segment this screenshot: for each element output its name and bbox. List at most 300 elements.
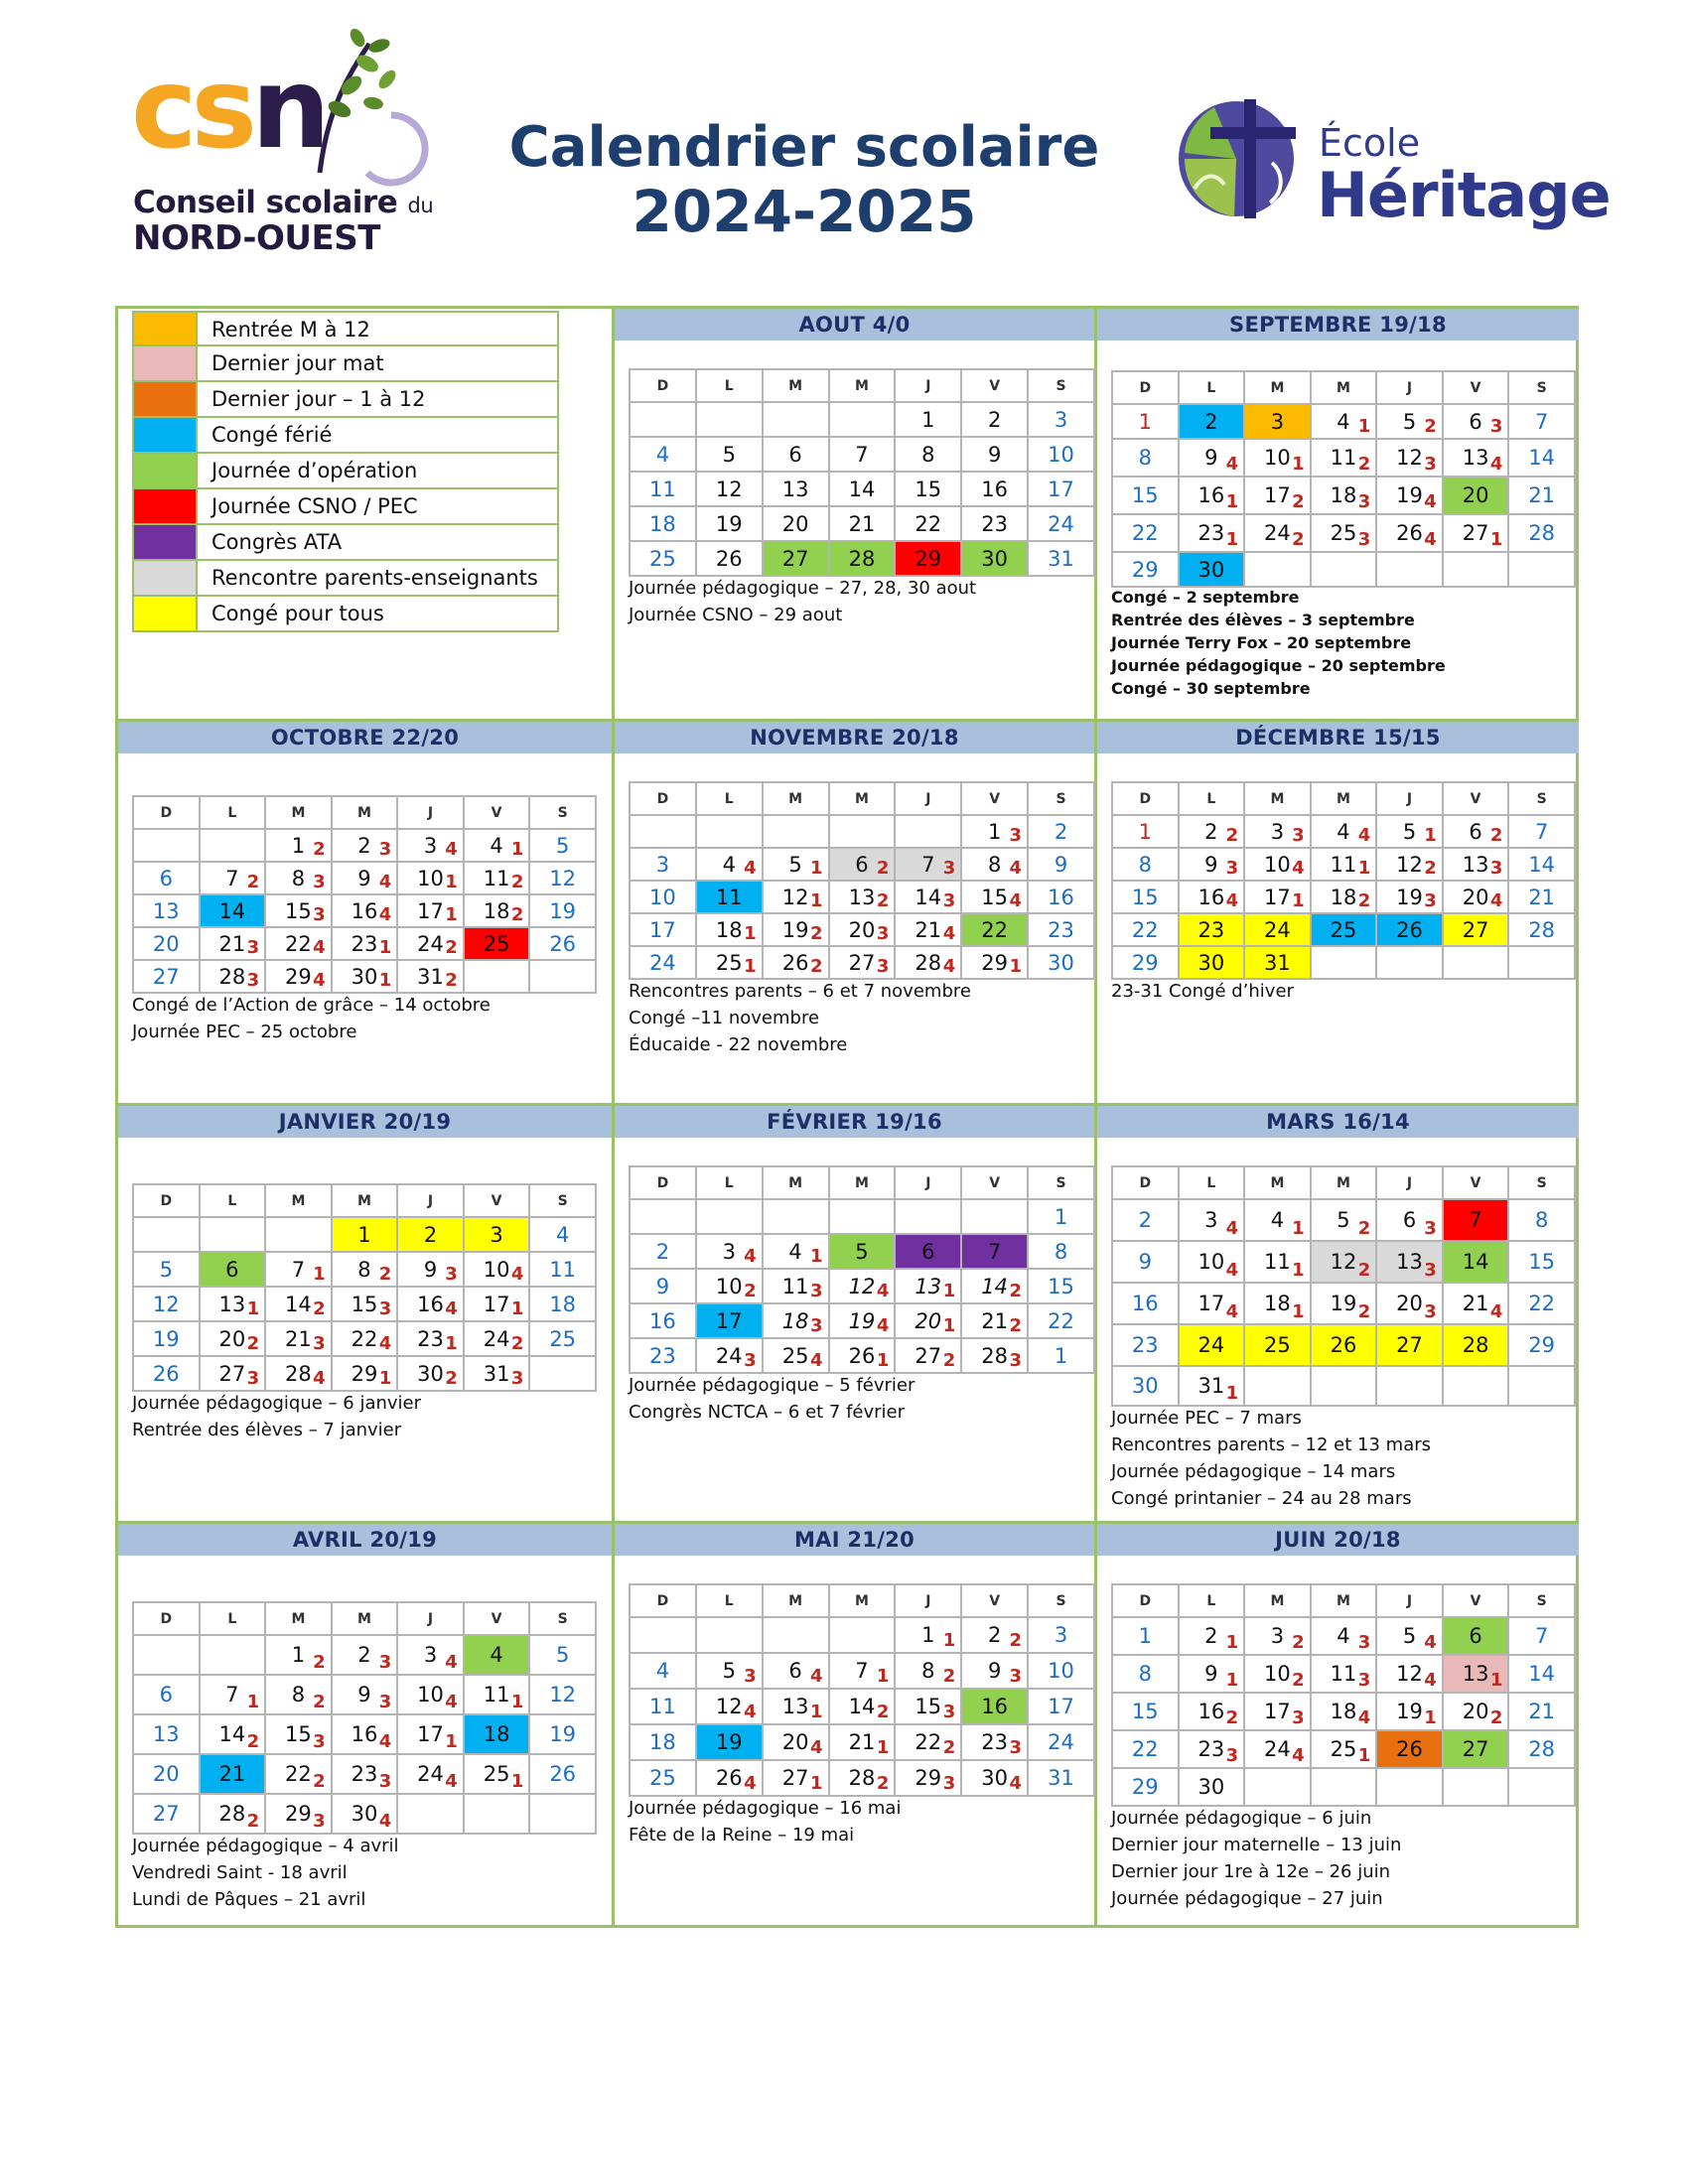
rotation-day: 1 <box>942 1281 956 1301</box>
day-number: 8 <box>921 442 935 467</box>
note-line: Journée PEC – 7 mars <box>1111 1408 1302 1429</box>
day-cell <box>763 1689 829 1724</box>
day-number: 10 <box>649 885 676 909</box>
rotation-day: 3 <box>744 1666 757 1687</box>
day-cell <box>829 541 896 576</box>
day-cell <box>133 1321 200 1356</box>
day-number: 2 <box>655 1239 670 1264</box>
legend-swatch <box>134 382 198 416</box>
day-cell <box>1443 1655 1509 1693</box>
rotation-day: 1 <box>1424 825 1437 846</box>
rotation-day: 2 <box>1292 1632 1305 1653</box>
note-line: Congé – 2 septembre <box>1111 588 1300 607</box>
day-number: 20 <box>152 1762 180 1786</box>
day-number: 8 <box>921 1659 935 1683</box>
week-row <box>630 472 1094 506</box>
day-number: 3 <box>1270 1624 1285 1648</box>
day-number: 10 <box>417 866 444 890</box>
day-number: 24 <box>417 931 444 956</box>
month-calendar <box>629 781 1095 980</box>
day-number: 3 <box>423 1643 438 1667</box>
day-cell <box>1376 1324 1443 1366</box>
day-number: 7 <box>225 866 239 890</box>
day-cell <box>1376 881 1443 913</box>
note-line: Congé –11 novembre <box>629 1008 820 1028</box>
day-cell <box>961 1338 1028 1373</box>
rotation-day: 2 <box>1009 1281 1023 1301</box>
note-line: Rencontres parents – 6 et 7 novembre <box>629 981 971 1002</box>
day-cell <box>1508 1655 1575 1693</box>
day-number: 13 <box>218 1292 246 1316</box>
day-cell <box>1244 1655 1311 1693</box>
rotation-day: 4 <box>744 1702 757 1722</box>
day-number: 22 <box>1131 1737 1159 1761</box>
day-number: 7 <box>291 1257 306 1282</box>
day-number: 19 <box>715 511 743 536</box>
day-cell <box>1311 1241 1377 1283</box>
legend-label: Rentrée M à 12 <box>211 318 370 341</box>
weekday-label: M <box>265 1184 332 1217</box>
day-cell <box>1443 1283 1509 1324</box>
rotation-day: 2 <box>744 1281 757 1301</box>
day-cell <box>1028 1199 1094 1234</box>
day-cell <box>200 1287 266 1321</box>
day-cell <box>332 1714 398 1754</box>
empty-day-cell <box>1443 946 1509 979</box>
day-number: 15 <box>1131 483 1159 507</box>
day-cell <box>630 472 696 506</box>
day-cell <box>1179 552 1245 587</box>
ecole-label: École <box>1319 121 1421 165</box>
day-cell <box>961 815 1028 848</box>
rotation-day: 2 <box>1357 454 1371 475</box>
day-number: 22 <box>1048 1308 1074 1333</box>
csno-name-line2: NORD-OUEST <box>133 218 380 258</box>
week-row <box>1112 1366 1575 1406</box>
day-cell <box>265 829 332 862</box>
day-cell <box>133 862 200 894</box>
day-cell <box>630 506 696 541</box>
day-cell <box>895 1760 961 1796</box>
rotation-day: 3 <box>1357 1670 1371 1691</box>
month-notes <box>132 1833 399 1913</box>
empty-day-cell <box>829 402 896 437</box>
weekday-label: L <box>696 1584 763 1617</box>
day-number: 7 <box>855 442 869 467</box>
rotation-day: 2 <box>313 1692 326 1712</box>
day-cell <box>200 1754 266 1794</box>
empty-day-cell <box>1443 1366 1509 1406</box>
day-number: 29 <box>351 1361 378 1386</box>
empty-day-cell <box>829 1199 896 1234</box>
day-number: 26 <box>715 546 743 571</box>
weekday-label: M <box>1311 371 1377 404</box>
day-number: 1 <box>291 1643 306 1667</box>
day-number: 1 <box>1138 1624 1152 1648</box>
day-cell <box>763 1760 829 1796</box>
weekday-label: M <box>829 1166 896 1199</box>
day-cell <box>1244 1617 1311 1655</box>
month-notes <box>1111 586 1446 700</box>
legend-swatch <box>134 597 198 630</box>
week-row <box>133 1754 596 1794</box>
week-row <box>630 1724 1094 1760</box>
day-cell <box>265 1287 332 1321</box>
day-number: 1 <box>921 1623 935 1647</box>
day-number: 27 <box>914 1343 942 1368</box>
day-number: 4 <box>655 1659 670 1683</box>
day-cell <box>1179 404 1245 439</box>
weekday-label: V <box>961 1166 1028 1199</box>
day-cell <box>630 1338 696 1373</box>
day-number: 7 <box>225 1683 239 1706</box>
day-cell <box>1028 881 1094 913</box>
day-cell <box>464 1321 530 1356</box>
week-row <box>1112 881 1575 913</box>
day-cell <box>1311 848 1377 881</box>
day-cell <box>200 862 266 894</box>
day-cell <box>763 1303 829 1338</box>
note-line: Journée pédagogique – 6 janvier <box>132 1393 422 1414</box>
day-number: 20 <box>1462 483 1489 507</box>
day-number: 30 <box>1197 557 1225 582</box>
day-cell <box>1028 1269 1094 1303</box>
rotation-day: 4 <box>1225 1301 1239 1322</box>
rotation-day: 2 <box>313 1771 326 1792</box>
day-number: 31 <box>1264 950 1291 975</box>
legend-label: Congé pour tous <box>211 602 384 625</box>
rotation-day: 3 <box>246 1368 260 1389</box>
month-cell <box>118 1106 612 1521</box>
day-number: 6 <box>1469 409 1482 434</box>
day-number: 15 <box>285 898 312 923</box>
empty-day-cell <box>895 1199 961 1234</box>
day-cell <box>630 1760 696 1796</box>
day-cell <box>464 1635 530 1675</box>
empty-day-cell <box>961 1199 1028 1234</box>
day-number: 28 <box>1528 1737 1556 1761</box>
week-row <box>630 402 1094 437</box>
rotation-day: 4 <box>744 1773 757 1794</box>
day-number: 15 <box>1528 1250 1556 1274</box>
day-number: 12 <box>549 866 577 890</box>
day-number: 9 <box>1054 852 1068 877</box>
rotation-day: 2 <box>1489 1707 1503 1728</box>
weekday-label: J <box>1376 1584 1443 1617</box>
day-number: 18 <box>649 1730 676 1754</box>
day-number: 28 <box>1462 1333 1489 1357</box>
day-number: 19 <box>715 1730 743 1754</box>
day-cell <box>1311 881 1377 913</box>
month-notes <box>132 992 491 1045</box>
day-number: 2 <box>423 1222 438 1247</box>
rotation-day: 4 <box>1225 454 1239 475</box>
day-cell <box>895 1617 961 1653</box>
day-number: 20 <box>152 931 180 956</box>
rotation-day: 3 <box>378 1771 392 1792</box>
day-number: 1 <box>987 819 1002 844</box>
day-number: 14 <box>848 1695 876 1718</box>
day-cell <box>961 848 1028 881</box>
day-cell <box>763 1653 829 1689</box>
day-number: 23 <box>1131 1333 1159 1357</box>
day-number: 17 <box>1048 477 1074 501</box>
day-number: 28 <box>981 1343 1008 1368</box>
day-number: 5 <box>1336 1208 1350 1232</box>
weekday-label: L <box>200 1184 266 1217</box>
month-title: AOUT 4/0 <box>615 309 1094 341</box>
day-number: 29 <box>1528 1333 1556 1357</box>
rotation-day: 3 <box>1424 454 1437 475</box>
day-cell <box>961 1689 1028 1724</box>
rotation-day: 1 <box>876 1737 890 1758</box>
day-number: 17 <box>1048 1695 1074 1718</box>
day-number: 1 <box>1054 1204 1068 1229</box>
day-cell <box>1179 477 1245 514</box>
rotation-day: 4 <box>510 1264 524 1285</box>
day-cell <box>1376 1655 1443 1693</box>
month-title: NOVEMBRE 20/18 <box>615 722 1094 753</box>
rotation-day: 3 <box>246 937 260 958</box>
day-number: 17 <box>483 1292 510 1316</box>
day-number: 21 <box>1528 483 1556 507</box>
day-cell <box>397 1675 464 1714</box>
week-row <box>1112 1693 1575 1730</box>
day-cell <box>1112 1617 1179 1655</box>
day-cell <box>1443 404 1509 439</box>
day-cell <box>763 1338 829 1373</box>
day-cell <box>1112 1324 1179 1366</box>
day-number: 5 <box>556 1643 570 1667</box>
weekday-label: M <box>763 369 829 402</box>
day-number: 20 <box>848 917 876 942</box>
rotation-day: 4 <box>445 1298 458 1319</box>
weekday-label: S <box>529 1602 596 1635</box>
day-cell <box>1508 1617 1575 1655</box>
day-number: 30 <box>981 1766 1008 1790</box>
rotation-day: 1 <box>942 1630 956 1651</box>
day-cell <box>1508 1730 1575 1768</box>
day-number: 25 <box>549 1326 577 1351</box>
month-notes <box>132 1390 421 1443</box>
rotation-day: 3 <box>1357 529 1371 550</box>
day-cell <box>696 472 763 506</box>
weekday-label: S <box>1508 1166 1575 1199</box>
day-cell <box>829 946 896 979</box>
day-cell <box>1028 472 1094 506</box>
day-number: 18 <box>1330 483 1357 507</box>
rotation-day: 4 <box>378 1731 392 1752</box>
day-cell <box>1179 1241 1245 1283</box>
rotation-day: 1 <box>378 1368 392 1389</box>
day-number: 19 <box>1396 885 1423 909</box>
day-cell <box>464 1714 530 1754</box>
weekday-label: S <box>1508 1584 1575 1617</box>
day-cell <box>1179 913 1245 946</box>
week-row <box>1112 1617 1575 1655</box>
rotation-day: 1 <box>810 1246 823 1267</box>
legend-swatch <box>134 561 198 595</box>
rotation-day: 4 <box>1357 825 1371 846</box>
day-cell <box>763 541 829 576</box>
day-number: 11 <box>1330 852 1357 877</box>
weekday-label: M <box>1244 1166 1311 1199</box>
rotation-day: 4 <box>1225 1218 1239 1239</box>
rotation-day: 1 <box>1292 890 1305 911</box>
day-number: 24 <box>417 1762 444 1786</box>
legend-label: Rencontre parents-enseignants <box>211 566 538 590</box>
day-number: 11 <box>715 885 743 909</box>
day-cell <box>895 541 961 576</box>
day-cell <box>895 506 961 541</box>
day-cell <box>1376 439 1443 477</box>
rotation-day: 4 <box>378 904 392 925</box>
day-cell <box>265 1675 332 1714</box>
day-number: 12 <box>848 1274 876 1298</box>
day-cell <box>895 913 961 946</box>
weekday-label: J <box>895 1584 961 1617</box>
week-row <box>133 1252 596 1287</box>
weekday-header-row <box>630 1166 1094 1199</box>
day-cell <box>1179 1768 1245 1806</box>
day-number: 27 <box>1462 1737 1489 1761</box>
rotation-day: 2 <box>1292 529 1305 550</box>
rotation-day: 4 <box>1225 1260 1239 1281</box>
day-number: 28 <box>1528 917 1556 942</box>
day-cell <box>829 913 896 946</box>
rotation-day: 4 <box>313 970 326 991</box>
weekday-label: J <box>397 1184 464 1217</box>
day-cell <box>961 1617 1028 1653</box>
day-cell <box>1028 437 1094 472</box>
day-cell <box>1508 404 1575 439</box>
day-cell <box>133 894 200 927</box>
day-cell <box>829 848 896 881</box>
empty-day-cell <box>529 960 596 993</box>
day-cell <box>1376 477 1443 514</box>
day-cell <box>696 946 763 979</box>
day-cell <box>1179 848 1245 881</box>
month-notes <box>1111 1805 1401 1912</box>
legend-swatch <box>134 346 198 380</box>
month-calendar <box>132 1601 597 1835</box>
rotation-day: 3 <box>1424 890 1437 911</box>
day-number: 29 <box>285 1802 312 1826</box>
day-number: 7 <box>1535 819 1549 844</box>
day-cell <box>1112 1768 1179 1806</box>
day-number: 23 <box>417 1326 444 1351</box>
week-row <box>133 1714 596 1754</box>
day-cell <box>1244 477 1311 514</box>
rotation-day: 1 <box>1225 1670 1239 1691</box>
week-row <box>1112 1730 1575 1768</box>
day-number: 20 <box>914 1308 942 1333</box>
rotation-day: 4 <box>378 1333 392 1354</box>
day-cell <box>1311 1693 1377 1730</box>
rotation-day: 3 <box>876 956 890 977</box>
day-number: 14 <box>848 477 876 501</box>
day-cell <box>829 1269 896 1303</box>
day-cell <box>696 1269 763 1303</box>
rotation-day: 4 <box>744 858 757 879</box>
day-cell <box>529 1635 596 1675</box>
day-cell <box>332 1675 398 1714</box>
day-number: 9 <box>357 866 371 890</box>
weekday-label: J <box>895 369 961 402</box>
day-number: 11 <box>1330 446 1357 470</box>
day-cell <box>1443 1199 1509 1241</box>
day-number: 1 <box>1054 1343 1068 1368</box>
weekday-label: V <box>464 1184 530 1217</box>
day-cell <box>630 1653 696 1689</box>
day-cell <box>397 1714 464 1754</box>
rotation-day: 2 <box>445 937 458 958</box>
day-number: 30 <box>1048 950 1074 975</box>
rotation-day: 1 <box>246 1692 260 1712</box>
day-number: 8 <box>1054 1239 1068 1264</box>
day-cell <box>1311 1617 1377 1655</box>
day-number: 17 <box>715 1308 743 1333</box>
empty-day-cell <box>696 1199 763 1234</box>
day-number: 7 <box>855 1659 869 1683</box>
day-cell <box>265 1356 332 1391</box>
day-cell <box>1508 1199 1575 1241</box>
day-number: 3 <box>1204 1208 1218 1232</box>
day-number: 5 <box>722 1659 736 1683</box>
day-number: 19 <box>1330 1292 1357 1315</box>
day-cell <box>696 1234 763 1269</box>
day-cell <box>1508 514 1575 552</box>
legend-label: Dernier jour – 1 à 12 <box>211 387 426 411</box>
rotation-day: 2 <box>1357 1260 1371 1281</box>
month-calendar <box>1111 370 1576 588</box>
rotation-day: 4 <box>445 1692 458 1712</box>
month-cell <box>1097 309 1579 719</box>
rotation-day: 3 <box>445 1264 458 1285</box>
weekday-label: V <box>961 1584 1028 1617</box>
day-number: 22 <box>1131 521 1159 545</box>
rotation-day: 3 <box>313 904 326 925</box>
day-number: 23 <box>1197 917 1225 942</box>
week-row <box>133 1321 596 1356</box>
day-number: 14 <box>285 1292 312 1316</box>
day-cell <box>397 927 464 960</box>
day-number: 21 <box>914 917 942 942</box>
day-number: 9 <box>1204 852 1218 877</box>
day-cell <box>1112 1199 1179 1241</box>
day-number: 10 <box>715 1274 743 1298</box>
legend-swatch <box>134 489 198 523</box>
rotation-day: 3 <box>876 923 890 944</box>
empty-day-cell <box>133 1635 200 1675</box>
month-notes <box>629 1795 901 1848</box>
week-row <box>1112 439 1575 477</box>
day-number: 21 <box>1528 885 1556 909</box>
rotation-day: 1 <box>445 1731 458 1752</box>
day-number: 25 <box>715 950 743 975</box>
rotation-day: 3 <box>744 1350 757 1371</box>
day-cell <box>961 1653 1028 1689</box>
day-cell <box>895 1303 961 1338</box>
day-cell <box>265 960 332 993</box>
day-number: 7 <box>987 1239 1002 1264</box>
day-cell <box>1112 881 1179 913</box>
day-cell <box>1376 1693 1443 1730</box>
day-cell <box>1376 1199 1443 1241</box>
empty-day-cell <box>696 815 763 848</box>
month-title: JUIN 20/18 <box>1097 1524 1579 1556</box>
rotation-day: 3 <box>1009 825 1023 846</box>
